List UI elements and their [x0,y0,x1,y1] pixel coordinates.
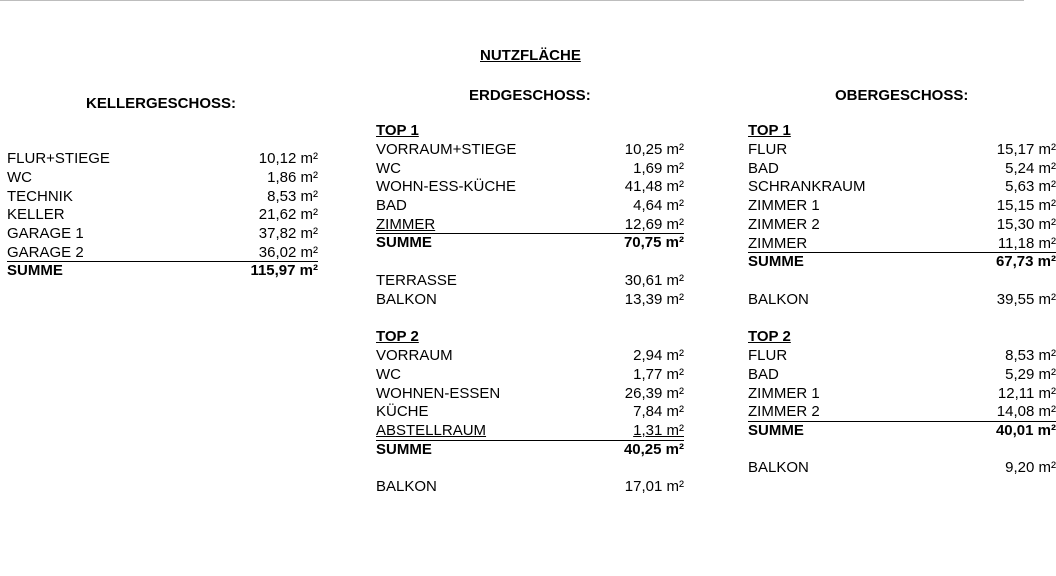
table-row [748,291,1056,310]
top1-label: TOP 1 [748,122,791,139]
table-row [748,141,1056,160]
room-area: 30,61 m² [624,271,684,289]
sum-row [376,441,684,460]
room-name: KÜCHE [376,403,429,421]
table-row [376,197,684,216]
room-area: 1,77 m² [633,365,684,383]
room-area: 1,69 m² [633,159,684,177]
table-row [748,197,1056,216]
page-title: NUTZFLÄCHE [480,47,581,64]
ober-table [748,122,1056,478]
spacer [748,441,1056,460]
table-row [376,403,684,422]
room-area: 15,17 m² [996,140,1056,158]
sum-row [376,234,684,253]
top2-label: TOP 2 [376,328,419,346]
room-area: 4,64 m² [633,197,684,215]
room-name: FLUR [748,140,788,158]
spacer [376,309,684,328]
room-area: 41,48 m² [624,178,684,196]
room-name: BALKON [376,478,437,496]
room-area: 5,29 m² [1005,365,1056,383]
spacer [748,272,1056,291]
table-row [748,459,1056,478]
sum-value: 67,73 m² [995,253,1056,271]
room-area: 10,25 m² [624,140,684,158]
table-row [376,160,684,179]
table-row [376,385,684,404]
sum-label: SUMME [376,440,432,458]
room-name: WOHNEN-ESSEN [376,384,501,402]
room-area: 15,15 m² [996,197,1056,215]
sum-label: SUMME [376,234,432,252]
table-row [748,366,1056,385]
table-row [376,366,684,385]
table-row [376,478,684,497]
room-area: 8,53 m² [1005,347,1056,365]
room-name: FLUR+STIEGE [7,150,110,167]
room-name: ABSTELLRAUM [376,422,487,440]
top1-label: TOP 1 [376,122,419,139]
table-row [748,216,1056,235]
room-name: WOHN-ESS-KÜCHE [376,178,517,196]
room-name: GARAGE 1 [7,225,84,243]
room-name: ZIMMER 2 [748,215,820,233]
room-area: 12,69 m² [624,215,684,233]
table-row [7,169,318,188]
table-row [376,178,684,197]
room-area: 8,53 m² [267,187,318,205]
room-name: BALKON [748,459,809,477]
room-area: 2,94 m² [633,347,684,365]
room-name: SCHRANKRAUM [748,178,866,196]
table-row [376,291,684,310]
room-name: WC [7,168,32,186]
table-row [376,272,684,291]
room-name: BAD [748,159,779,177]
room-name: ZIMMER [376,215,436,233]
keller-table [7,150,318,281]
room-name: WC [376,365,401,383]
top-divider [0,0,1024,1]
table-row [7,150,318,169]
table-row [376,216,684,234]
room-name: ZIMMER 2 [748,403,820,421]
room-area: 1,86 m² [267,168,318,186]
spacer [376,459,684,478]
room-area: 17,01 m² [624,478,684,496]
room-name: BAD [748,365,779,383]
keller-heading: KELLERGESCHOSS: [86,95,237,112]
room-area: 15,30 m² [996,215,1056,233]
table-row [376,347,684,366]
sum-value: 70,75 m² [623,234,684,252]
table-row [7,225,318,244]
room-name: VORRAUM [376,347,453,365]
room-area: 39,55 m² [996,290,1056,308]
room-area: 21,62 m² [258,206,318,224]
table-row [748,178,1056,197]
room-name: ZIMMER 1 [748,197,820,215]
room-name: BALKON [376,290,437,308]
sum-label: SUMME [748,253,804,271]
room-name: BAD [376,197,407,215]
spacer [748,309,1056,328]
sum-value: 115,97 m² [250,262,318,280]
table-row [376,141,684,160]
erd-heading: ERDGESCHOSS: [469,87,591,104]
sum-label: SUMME [7,262,63,280]
room-area: 14,08 m² [996,403,1056,421]
sum-value: 40,01 m² [995,421,1056,439]
room-area: 26,39 m² [624,384,684,402]
table-row [7,188,318,207]
room-name: ZIMMER [748,234,808,252]
room-area: 9,20 m² [1005,459,1056,477]
room-name: TECHNIK [7,187,73,205]
sum-row [7,262,318,281]
table-row [748,347,1056,366]
room-name: GARAGE 2 [7,243,84,261]
sum-value: 40,25 m² [623,440,684,458]
room-name: TERRASSE [376,271,457,289]
room-name: VORRAUM+STIEGE [376,140,517,158]
table-row [7,244,318,262]
erd-table [376,122,684,497]
room-area: 10,12 m² [258,150,318,167]
table-row [376,422,684,440]
room-name: BALKON [748,290,809,308]
room-area: 5,24 m² [1005,159,1056,177]
room-name: ZIMMER 1 [748,384,820,402]
sum-row [748,253,1056,272]
spacer [376,253,684,272]
room-name: FLUR [748,347,788,365]
table-row [748,385,1056,404]
sum-label: SUMME [748,421,804,439]
room-area: 37,82 m² [258,225,318,243]
table-row [748,403,1056,421]
room-area: 1,31 m² [633,422,684,440]
room-area: 7,84 m² [633,403,684,421]
top2-label: TOP 2 [748,328,791,346]
room-area: 11,18 m² [997,234,1056,252]
room-area: 36,02 m² [258,243,318,261]
table-row [748,235,1056,253]
room-name: KELLER [7,206,65,224]
sum-row [748,422,1056,441]
room-area: 5,63 m² [1005,178,1056,196]
table-row [7,206,318,225]
room-area: 13,39 m² [624,290,684,308]
room-name: WC [376,159,401,177]
table-row [748,160,1056,179]
room-area: 12,11 m² [997,384,1056,402]
ober-heading: OBERGESCHOSS: [835,87,969,104]
